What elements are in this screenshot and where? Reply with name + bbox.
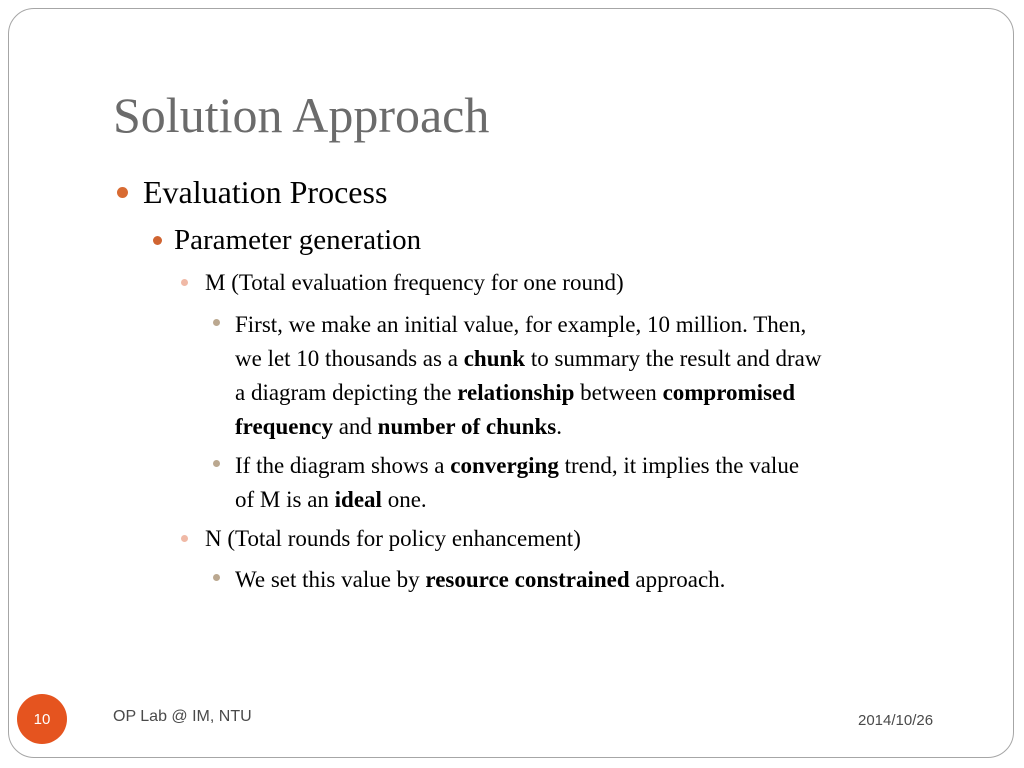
bullet-m-converging — [213, 449, 799, 517]
footer-date: 2014/10/26 — [858, 712, 934, 729]
bold-term: ideal — [334, 487, 382, 512]
bullet-dot-icon — [153, 236, 162, 245]
bullet-text — [235, 449, 799, 517]
bold-term: relationship — [457, 380, 575, 405]
text-line: If the diagram shows a converging trend, it implies the value — [235, 453, 800, 478]
bold-term: number of chunks — [377, 414, 557, 439]
text-line: a diagram depicting the relationship between compromised — [235, 380, 796, 405]
bullet-dot-icon — [213, 460, 220, 467]
bold-term: resource constrained — [425, 567, 630, 592]
text-line: of M is an ideal one. — [235, 487, 427, 512]
bold-term: frequency — [235, 414, 333, 439]
bullet-text — [235, 308, 821, 444]
bullet-m-heading — [181, 270, 624, 296]
bullet-text: Evaluation Process — [143, 174, 388, 210]
bullet-n-resource — [213, 563, 725, 597]
page-number-badge — [17, 694, 67, 744]
bullet-dot-icon — [181, 535, 188, 542]
bullet-dot-icon — [117, 187, 128, 198]
text-line: First, we make an initial value, for example, 10 million. Then, — [235, 312, 807, 337]
bullet-text: M (Total evaluation frequency for one round) — [205, 270, 624, 295]
bold-term: converging — [450, 453, 559, 478]
bullet-m-initial-value — [213, 308, 821, 444]
bullet-parameter-generation — [153, 223, 421, 257]
footer-organization: OP Lab @ IM, NTU — [113, 708, 252, 725]
bullet-dot-icon — [181, 279, 188, 286]
slide-title: Solution Approach — [113, 87, 490, 143]
bold-term: compromised — [662, 380, 796, 405]
text-line: we let 10 thousands as a chunk to summary the result and draw — [235, 346, 822, 371]
bullet-dot-icon — [213, 319, 220, 326]
bullet-n-heading — [181, 526, 581, 552]
bullet-dot-icon — [213, 574, 220, 581]
bullet-text: We set this value by resource constrained approach. — [235, 567, 726, 592]
bold-term: chunk — [463, 346, 526, 371]
text-line: frequency and number of chunks. — [235, 414, 562, 439]
page-number: 10 — [33, 710, 51, 728]
bullet-evaluation-process — [117, 172, 387, 212]
bullet-text: N (Total rounds for policy enhancement) — [205, 526, 581, 551]
bullet-text: Parameter generation — [174, 224, 422, 256]
